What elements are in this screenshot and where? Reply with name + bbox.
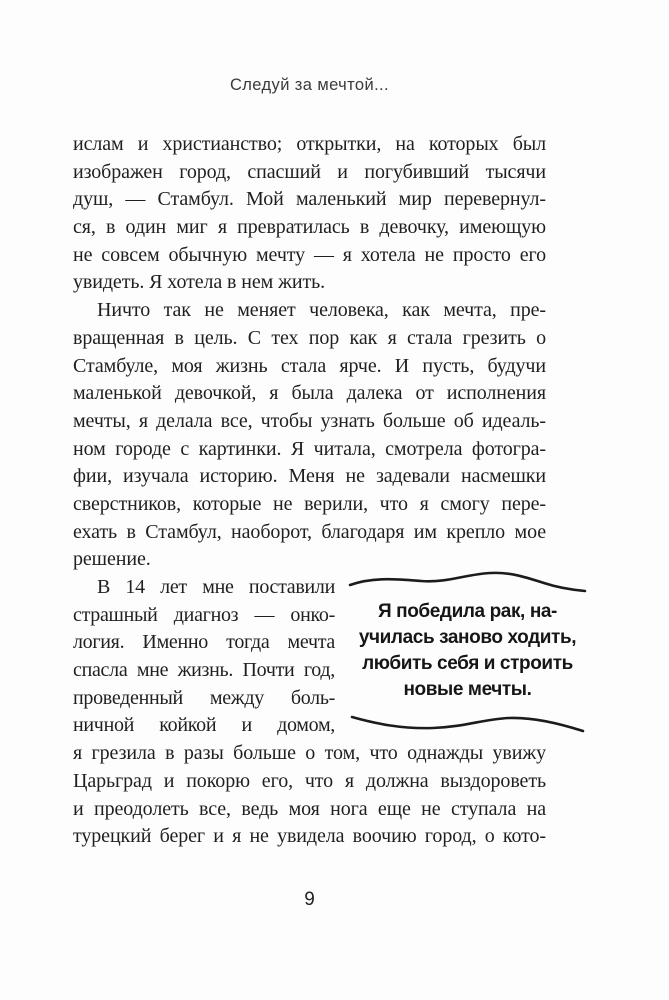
squiggle-divider-bottom-icon <box>345 710 590 740</box>
text-line: ся, в один миг я превратилась в девочку, имеющую <box>73 216 546 239</box>
text-line: логия. Именно тогда мечта <box>73 631 335 654</box>
text-line: и преодолеть все, ведь моя нога еще не ступала на <box>73 797 546 820</box>
text-line: увидеть. Я хотела в нем жить. <box>73 271 326 294</box>
quote-line: любить себя и строить <box>362 653 573 674</box>
page-number: 9 <box>304 889 315 910</box>
pull-quote-text <box>345 599 590 703</box>
text-line: ничной койкой и домом, <box>73 714 335 737</box>
text-line: Царьград и покорю его, что я должна выздороветь <box>73 769 546 792</box>
text-line: фии, изучала историю. Меня не задевали насмешки <box>73 465 546 488</box>
text-line: ехать в Стамбул, наоборот, благодаря им крепло мое <box>73 520 546 543</box>
text-line: душ, — Стамбул. Мой маленький мир перевернул- <box>73 188 546 211</box>
text-line: маленькой девочкой, я была далека от исполнения <box>73 382 546 405</box>
quote-line: новые мечты. <box>403 679 532 700</box>
text-line: я грезила в разы больше о том, что однажды увижу <box>73 742 546 765</box>
pull-quote <box>345 566 590 742</box>
paragraph-narrow-column <box>73 574 335 740</box>
text-line: Стамбуле, моя жизнь стала ярче. И пусть, будучи <box>73 354 546 377</box>
paragraph <box>73 131 546 297</box>
text-line: проведенный между боль- <box>73 686 335 709</box>
quote-line: училась заново ходить, <box>358 627 577 648</box>
text-line: страшный диагноз — онко- <box>73 603 335 626</box>
text-line: ислам и христианство; открытки, на которых был <box>73 133 546 155</box>
text-line: не совсем обычную мечту — я хотела не просто его <box>73 243 546 266</box>
paragraph-full-width <box>73 740 546 851</box>
text-line: мечты, я делала все, чтобы узнать больше об идеаль- <box>73 409 546 432</box>
text-line: Ничто так не меняет человека, как мечта, пре- <box>97 299 546 322</box>
text-line: вращенная в цель. С тех пор как я стала грезить о <box>73 326 546 349</box>
text-line: решение. <box>73 548 151 571</box>
text-line: турецкий берег и я не увидела воочию город, о кото- <box>73 825 546 848</box>
text-line: изображен город, спасший и погубивший тысячи <box>73 160 546 183</box>
text-line: сверстников, которые не верили, что я смогу пере- <box>73 492 546 515</box>
quote-line: Я победила рак, на- <box>378 601 557 622</box>
text-line: В 14 лет мне поставили <box>97 576 335 598</box>
squiggle-divider-top-icon <box>345 566 590 596</box>
text-line: спасла мне жизнь. Почти год, <box>73 659 335 682</box>
page-text <box>73 131 546 851</box>
paragraph <box>73 297 546 574</box>
running-header: Следуй за мечтой... <box>229 76 390 94</box>
text-line: ном городе с картинки. Я читала, смотрела фотогра- <box>73 437 546 460</box>
